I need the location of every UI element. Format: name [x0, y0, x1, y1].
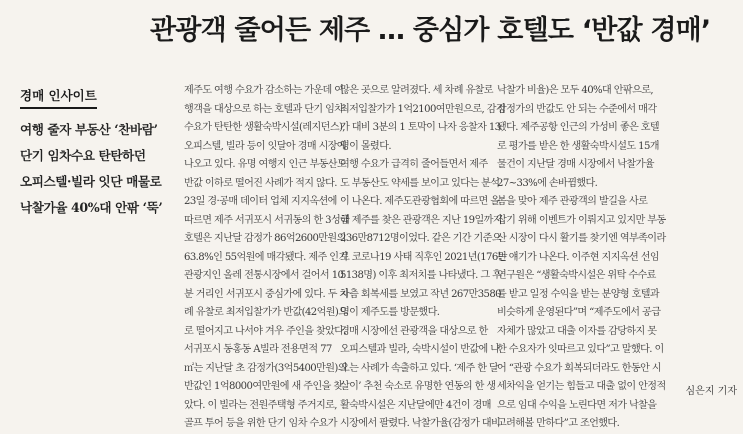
article-line: 236만8712명이었다. 같은 기간 기준으: [340, 233, 501, 244]
article-line: 로 코로나19 사태 직후인 2021년(176만: [340, 251, 507, 263]
article-line: 도 부동산도 약세를 보이고 있다는 분석: [340, 177, 500, 189]
article-column-3: [497, 82, 666, 434]
article-line: 오피스텔, 빌라 등이 잇달아 경매 시장에: [184, 140, 347, 152]
article-line: 로 평가를 받은 한 생활숙박시설도 15개: [497, 140, 659, 152]
article-line: 23일 경·공매 데이터 업체 지지옥션에: [184, 196, 337, 207]
subheadline: [20, 117, 170, 221]
article-line: 관광지인 올레 전통시장에서 걸어서 10: [184, 270, 344, 281]
byline: 심은지 기자: [685, 386, 737, 397]
article-line: 살이’ 추천 숙소로 유명한 연동의 한 생: [340, 381, 496, 392]
article-line: 이 나온다. 제주도관광협회에 따르면 올: [340, 196, 500, 207]
article-line: 63.8%인 55억원에 매각됐다. 제주 인기: [184, 251, 348, 263]
article-column-2: [340, 82, 507, 434]
article-line: 로 떨어지고 나서야 겨우 주인을 찾았다.: [184, 325, 347, 337]
article-line: 많은 곳으로 알려졌다. 세 차례 유찰로: [340, 85, 493, 96]
article-line: 으로 임대 수익을 노린다면 저가 낙찰을: [497, 399, 657, 411]
article-line: 27~33%에 손바뀜했다.: [497, 177, 598, 189]
subhead-line: 낙찰가율 40%대 안팎 ‘뚝’: [20, 200, 163, 215]
article-line: 서귀포시 동홍동 A빌라 전용면적 77: [184, 344, 332, 355]
article-line: 활숙박시설은 지난달에만 4건이 경매: [340, 399, 491, 411]
article-line: 가 대비 3분의 1 토막이 나자 응찰자 13: [340, 122, 501, 133]
article-line: 오는 사례가 속출하고 있다. ‘제주 한 달: [340, 362, 499, 374]
article-line: 봄을 맞아 제주 관광객의 발길을 사로: [497, 196, 648, 207]
article-line: 해 제주를 찾은 관광객은 지난 19일까지: [340, 214, 502, 226]
article-line: 반값 이하로 떨어진 사례가 적지 않다.: [184, 177, 337, 189]
article-line: 감정가의 반값도 안 되는 수준에서 매각: [497, 103, 657, 115]
headline: 관광객 줄어든 제주 … 중심가 호텔도 ‘반값 경매’: [150, 15, 711, 46]
subhead-line: 여행 줄자 부동산 ‘찬바람’: [20, 122, 158, 137]
article-line: 제주도 여행 수요가 감소하는 가운데 여: [184, 85, 344, 96]
article-line: 잡기 위해 이벤트가 이뤄지고 있지만 부동: [497, 214, 666, 226]
article-line: 따르면 제주 서귀포시 서귀동의 한 3성급: [184, 214, 350, 226]
article-line: 물건이 지난달 경매 시장에서 낙찰가율: [497, 159, 654, 170]
article-line: 어 “관광 수요가 회복되더라도 한동안 시: [497, 362, 662, 374]
article-line: 골프 투어 등을 위한 단기 임차 수요가: [184, 418, 337, 429]
article-line: 비슷하게 운영된다”며 “제주도에서 공급: [497, 307, 661, 318]
article-line: 연구원은 “생활숙박시설은 위탁 수수료: [497, 270, 656, 281]
article-line: 고려해볼 만하다”고 조언했다.: [497, 418, 620, 429]
subhead-line: 오피스텔·빌라 잇단 매물로: [20, 174, 162, 189]
article-line: 분 거리인 서귀포시 중심가에 있다. 두 차: [184, 288, 349, 300]
article-line: 행객을 대상으로 하는 호텔과 단기 임차: [184, 103, 344, 115]
article-line: 명이 제주도를 방문했다.: [340, 307, 440, 318]
article-line: ㎡는 지난달 초 감정가(3억5400만원)의: [184, 362, 347, 374]
article-line: 최저입찰가가 1억2100여만원으로, 감정: [340, 103, 506, 115]
subhead-line: 단기 임차수요 탄탄하던: [20, 148, 146, 163]
article-line: 례 유찰로 최저입찰가가 반값(42억원)으: [184, 307, 348, 318]
article-line: 오피스텔과 빌라, 숙박시설이 반값에 나: [340, 344, 500, 355]
article-line: 산 시장이 다시 활기를 찾기엔 역부족이라: [497, 233, 666, 244]
article-line: 나오고 있다. 유명 여행지 인근 부동산도: [184, 159, 347, 170]
article-line: 5138명) 이후 최저치를 나타냈다. 그 후: [340, 270, 502, 281]
article-column-1: [184, 82, 350, 434]
article-line: 세차익을 얻기는 힘들고 대출 없이 안정적: [497, 381, 666, 392]
article-line: 여행 수요가 급격히 줄어들면서 제주: [340, 159, 488, 170]
article-line: 낙찰가 비율)은 모두 40%대 안팎으로,: [497, 85, 653, 96]
article-line: 를 받고 일정 수익을 받는 분양형 호텔과: [497, 288, 660, 300]
article-line: 차츰 회복세를 보였고 작년 267만3580: [340, 288, 501, 300]
article-line: 시장에서 팔렸다. 낙찰가율(감정가 대비: [340, 418, 501, 429]
article-line: 는 얘기가 나온다. 이주현 지지옥션 선임: [497, 251, 660, 263]
article-line: 수요가 탄탄한 생활숙박시설(레지던스),: [184, 122, 345, 133]
article-line: 경매 시장에선 관광객을 대상으로 한: [340, 325, 488, 337]
article-line: 았다. 이 빌라는 전원주택형 주거지로,: [184, 399, 337, 411]
article-line: 반값인 1억8000여만원에 새 주인을 찾: [184, 381, 343, 392]
article-line: 자체가 많았고 대출 이자를 감당하지 못: [497, 325, 657, 337]
article-line: 호텔은 지난달 감정가 86억2600만원의: [184, 233, 346, 244]
article-line: 명이 몰렸다.: [340, 140, 391, 152]
article-line: 한 수요자가 잇따르고 있다”고 말했다. 이: [497, 344, 664, 355]
section-label: 경매 인사이트: [20, 86, 97, 109]
article-line: 됐다. 제주공항 인근의 가성비 좋은 호텔: [497, 122, 660, 133]
